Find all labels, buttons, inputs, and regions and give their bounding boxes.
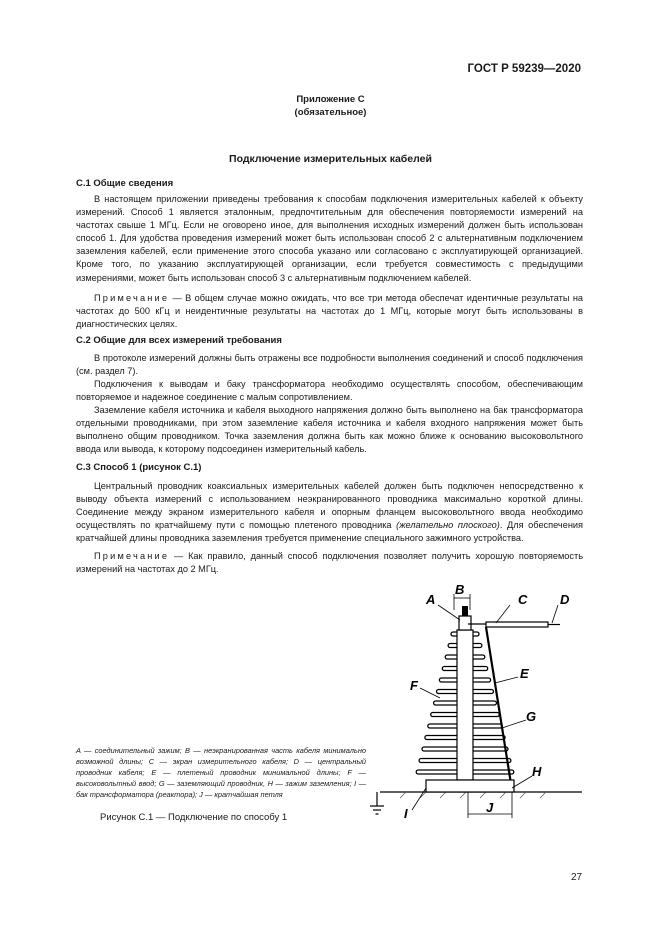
figure-label-a: A	[426, 592, 436, 607]
page-number: 27	[571, 872, 583, 883]
bushing-flange	[426, 780, 514, 792]
connection-clamp	[459, 616, 471, 630]
bushing-figure	[360, 580, 590, 820]
terminal-tip	[462, 606, 468, 616]
figure-label-c: C	[518, 592, 528, 607]
paragraph-c2-3: Заземление кабеля источника и кабеля выходного напряжения должно быть выполнено на бак трансформатора отдельными проводниками, при этом заземление кабеля источника и кабеля входного напряжения может быть выполнено общим проводником. Точка заземления должна быть как можно ближе к основанию высоковольтного ввода или вывода, к которому подсоединен измерительный кабель.	[76, 405, 583, 455]
c3-text-a: Центральный проводник коаксиальных измерительных кабелей должен быть подключен непосредственно к выводу объекта измерений с использованием неэкранированного проводника максимально короткой длины. Соединение между экраном измерительного кабеля и опорным фланцем высоковольтного ввода необходимо осуществлять по кратчайшему пути с помощью плетеного проводника	[76, 481, 583, 531]
c3-text-italic: (желательно плоского)	[396, 520, 500, 531]
figure-label-h: H	[532, 764, 542, 779]
figure-label-g: G	[526, 709, 537, 724]
figure-label-d: D	[560, 592, 570, 607]
leader-lines	[412, 605, 558, 810]
note-c3	[76, 550, 583, 576]
annex-status: (обязательное)	[294, 107, 367, 118]
braided-conductor	[486, 627, 512, 790]
note-c1	[76, 292, 583, 331]
figure-label-i: I	[404, 806, 408, 820]
figure-caption: Рисунок С.1 — Подключение по способу 1	[100, 812, 288, 823]
note-text: — Как правило, данный способ подключения позволяет получить хорошую повторяемость измерений на частотах до 2 МГц.	[76, 551, 583, 575]
figure-label-e: E	[520, 666, 529, 681]
paragraph-c1-1: В настоящем приложении приведены требования к способам подключения измерительных кабелей к объекту измерений. Способ 1 является эталонным, предпочтительным для обеспечения повторяемости измерений на частотах свыше 1 МГц. Если не оговорено иное, для выполнения исходных измерений должен быть использован способ 1. Для удобства проведения измерений может быть использован способ 2 с альтернативным подключением заземления кабелей, если применение этого способа указано или согласовано с эксплуатирующей организацией. Кроме того, по указанию эксплуатирующей организации, если требуется совместимость с предыдущими измерениями, может быть использован способ 3 с альтернативным подключением кабелей.	[76, 194, 583, 283]
heading-c2: С.2 Общие для всех измерений требования	[76, 335, 282, 346]
figure-legend: A — соединительный зажим; B — неэкранированная часть кабеля минимально возможной длины; C — экран измерительного кабеля; D — центральный проводник кабеля; E — плетеный проводник минимальной длины; F — высоковольтный ввод; G — заземляющий проводник, H — зажим заземления; I — бак трансформатора (реактора); J — кратчайшая петля	[76, 746, 366, 800]
ground-symbol-icon	[370, 792, 384, 814]
note-label: Примечание	[94, 293, 170, 303]
note-label: Примечание	[94, 551, 170, 561]
note-text: — В общем случае можно ожидать, что все три метода обеспечат идентичные результаты на частотах до 500 кГц и неидентичные результаты на частотах до 1 МГц, которые могут быть использованы в диагностических целях.	[76, 293, 583, 330]
annex-title: Приложение С	[296, 94, 365, 105]
paragraph-c2-2: Подключения к выводам и баку трансформатора необходимо осуществлять способом, обеспечивающим повторяемое и надежное соединение с малым сопротивлением.	[76, 379, 583, 403]
heading-c1: С.1 Общие сведения	[76, 178, 174, 189]
c3-text-b: . Для обеспечения кратчайшей длины проводника заземления требуется применение специального зажимного устройства.	[76, 520, 584, 544]
figure-label-f: F	[410, 678, 418, 693]
document-number: ГОСТ Р 59239—2020	[467, 63, 581, 75]
heading-c3: С.3 Способ 1 (рисунок С.1)	[76, 462, 202, 473]
cable-screen	[486, 622, 548, 627]
paragraph-c3-1	[76, 480, 583, 545]
figure-label-j: J	[486, 800, 494, 815]
bushing-core	[457, 630, 473, 780]
figure-label-b: B	[455, 582, 465, 597]
paragraph-c2-1: В протоколе измерений должны быть отражены все подробности выполнения соединений и способ подключения (см. раздел 7).	[76, 353, 583, 377]
section-title: Подключение измерительных кабелей	[229, 153, 432, 165]
